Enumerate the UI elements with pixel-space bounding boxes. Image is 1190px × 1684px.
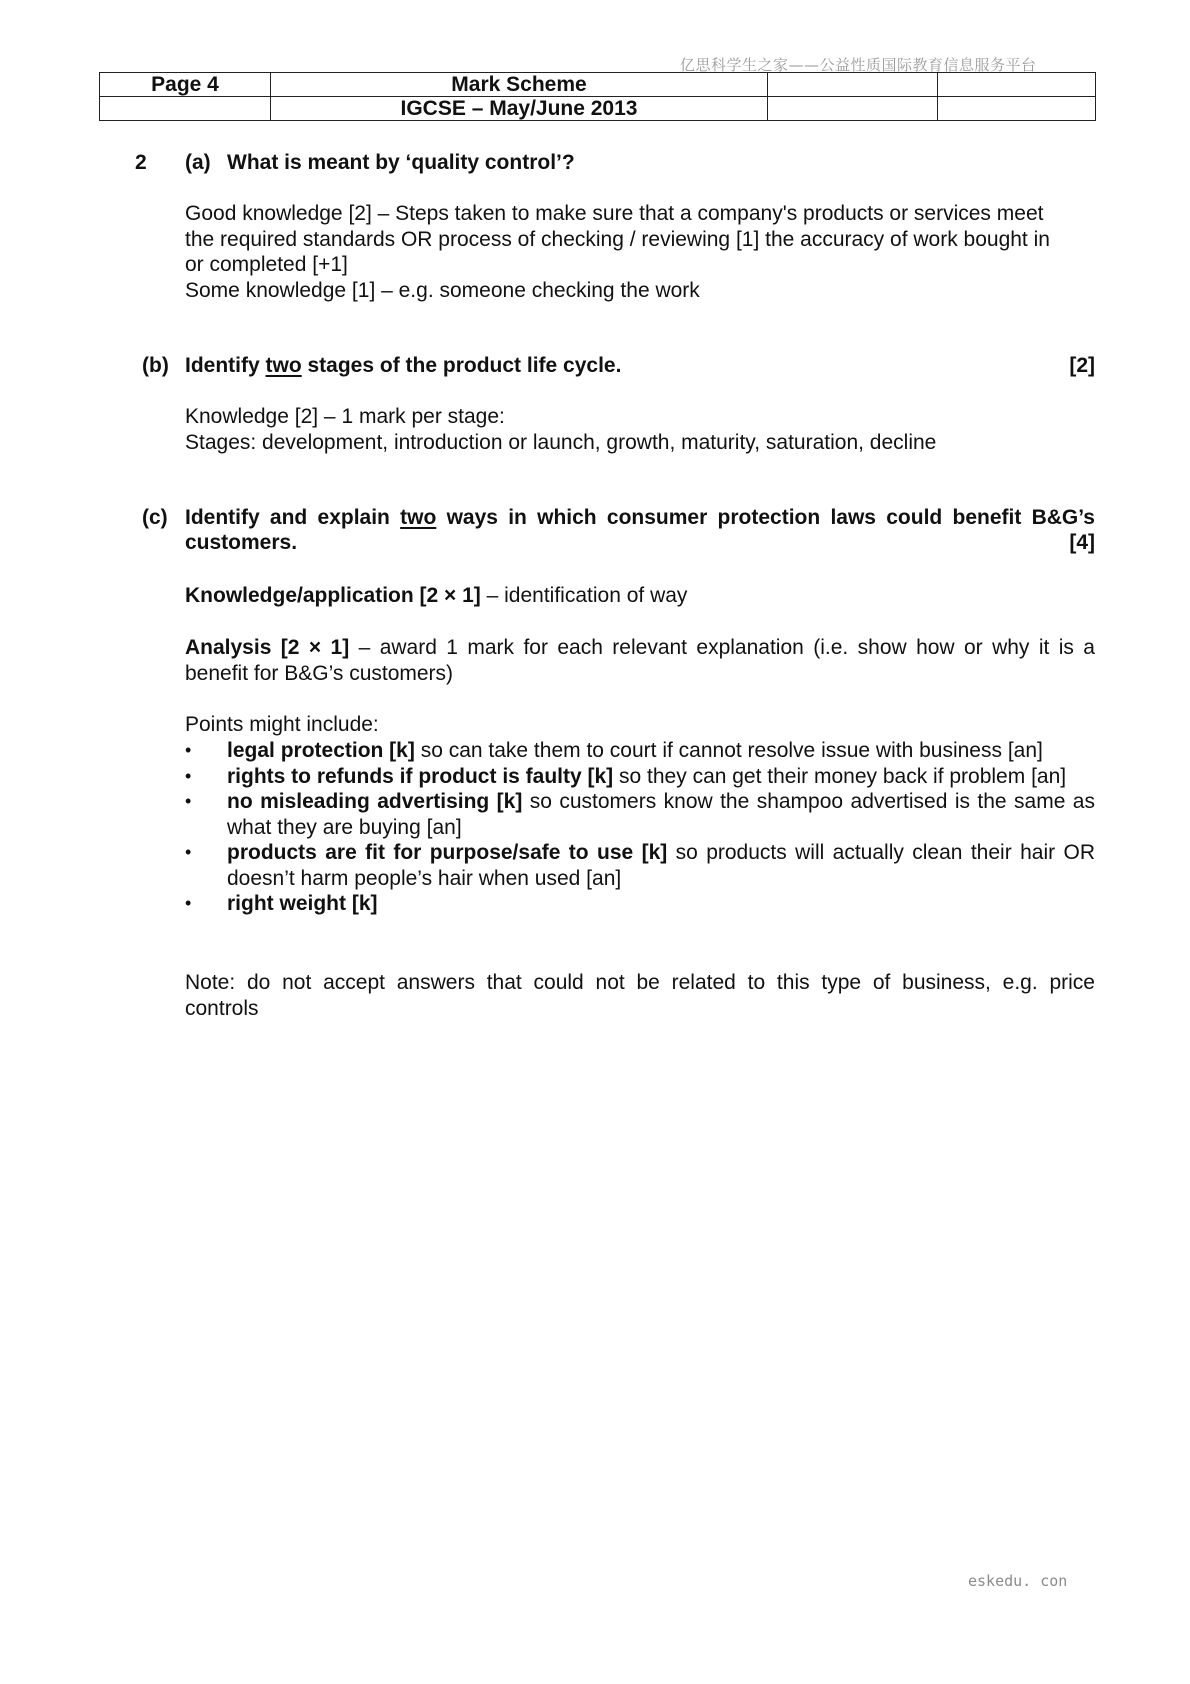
point-key: products are fit for purpose/safe to use [k]: [227, 841, 668, 864]
part-c-marks: [4]: [1069, 531, 1095, 554]
criteria-text: – identification of way: [480, 584, 688, 607]
question-text: Identify and explain: [185, 506, 401, 529]
header-subtitle: IGCSE – May/June 2013: [271, 97, 768, 121]
part-c-question-line2: customers.: [185, 531, 298, 554]
answer-line: benefit for B&G’s customers): [185, 661, 454, 685]
point-key: rights to refunds if product is faulty [k]: [227, 764, 614, 788]
header-page: Page 4: [100, 73, 271, 97]
list-item: [185, 738, 1095, 764]
header-cell-empty: [938, 97, 1096, 121]
answer-line: Stages: development, introduction or launch, growth, maturity, saturation, decline: [185, 430, 937, 454]
criteria-label: Knowledge/application [2 × 1]: [185, 584, 481, 607]
point-text: so can take them to court if cannot resolve issue with business [an]: [414, 739, 1043, 762]
points-list: [185, 738, 1095, 917]
part-a-label: (a): [185, 151, 211, 174]
part-b-answer: [185, 404, 1095, 455]
point-key: legal protection [k]: [227, 739, 415, 762]
part-c-question: [185, 506, 1095, 530]
header-cell-empty: [768, 97, 938, 121]
list-item: [185, 891, 1095, 917]
header-cell-empty: [768, 73, 938, 97]
answer-line: [185, 635, 1095, 661]
analysis-line: [185, 635, 1095, 686]
part-c-label: (c): [142, 506, 168, 529]
header-table: [99, 72, 1096, 121]
point-text: so customers know the shampoo advertised is the same as what they are buying [an]: [227, 790, 1095, 839]
point-key: no misleading advertising [k]: [227, 790, 523, 813]
part-b-marks: [2]: [1069, 354, 1095, 377]
header-title: Mark Scheme: [271, 73, 768, 97]
underlined-word: two: [265, 354, 302, 377]
answer-line: Good knowledge [2] – Steps taken to make sure that a company's products or services meet: [185, 202, 1044, 225]
bullet-icon: •: [185, 842, 192, 862]
point-key: right weight [k]: [227, 892, 378, 915]
note: [185, 970, 1095, 1021]
answer-line: the required standards OR process of checking / reviewing [1] the accuracy of work bought in: [185, 227, 1050, 251]
bullet-icon: •: [185, 765, 192, 786]
question-number: 2: [135, 151, 147, 174]
list-item: [185, 764, 1095, 790]
header-cell-empty: [100, 97, 271, 121]
answer-line: Note: do not accept answers that could not be related to this type of business, e.g. price: [185, 971, 1095, 994]
bullet-icon: •: [185, 893, 192, 913]
answer-line: Knowledge [2] – 1 mark per stage:: [185, 405, 505, 428]
knowledge-application-line: [185, 583, 1095, 609]
point-text: so they can get their money back if problem [an]: [613, 764, 1067, 788]
part-b-label: (b): [142, 354, 169, 377]
answer-line: controls: [185, 996, 259, 1020]
header-cell-empty: [938, 73, 1096, 97]
answer-line: Some knowledge [1] – e.g. someone checking the work: [185, 278, 700, 302]
criteria-text: – award 1 mark for each relevant explanation (i.e. show how or why it is a: [349, 636, 1095, 659]
underlined-word: two: [400, 506, 437, 529]
points-intro: Points might include:: [185, 713, 379, 736]
watermark-bottom: eskedu. con: [968, 1572, 1068, 1590]
point-text: so products will actually clean their hair OR doesn’t harm people’s hair when used [an]: [227, 841, 1095, 890]
part-a-question: What is meant by ‘quality control’?: [227, 151, 575, 174]
watermark-top: 亿思科学生之家——公益性质国际教育信息服务平台: [680, 56, 1037, 74]
bullet-icon: •: [185, 740, 192, 760]
answer-line: or completed [+1]: [185, 253, 348, 276]
bullet-icon: •: [185, 791, 192, 811]
question-text: ways in which consumer protection laws could benefit B&G’s: [436, 506, 1095, 529]
question-text: Identify: [185, 354, 266, 377]
part-b-question: [185, 354, 621, 378]
part-a-answer: [185, 201, 1095, 303]
criteria-label: Analysis [2 × 1]: [185, 636, 350, 659]
list-item: [185, 789, 1095, 840]
question-text: stages of the product life cycle.: [301, 354, 622, 377]
list-item: [185, 840, 1095, 891]
